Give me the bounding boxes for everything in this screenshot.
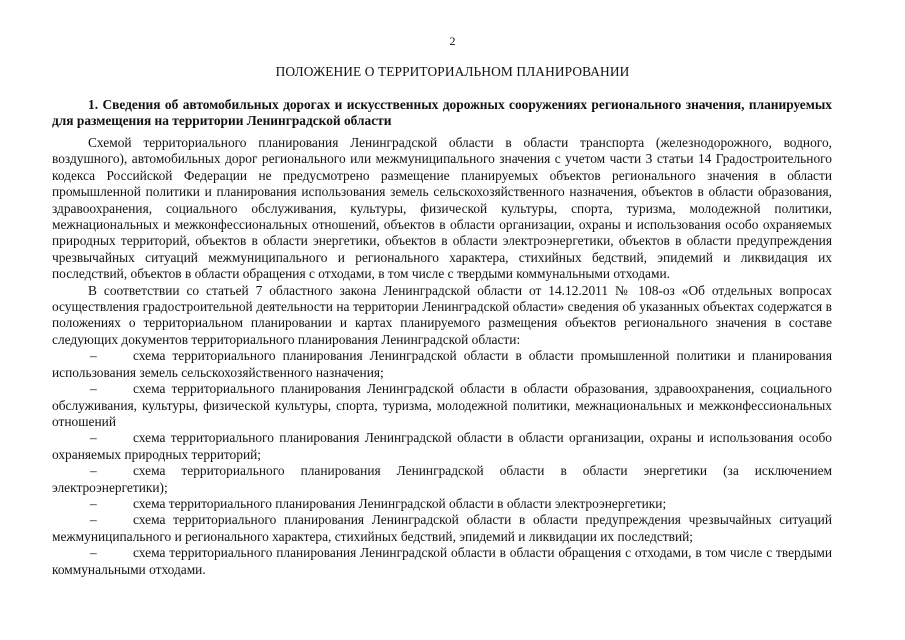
list-item-text: схема территориального планирования Ленинградской области в области промышленной политики и планирования использования земель сельскохозяйственного назначения; (52, 348, 832, 380)
list-dash: – (90, 512, 97, 528)
list-dash: – (90, 381, 97, 397)
list-dash: – (90, 430, 97, 446)
list-dash: – (90, 495, 97, 511)
document-body (52, 135, 832, 578)
paragraph: В соответствии со статьей 7 областного закона Ленинградской области от 14.12.2011 № 108-оз «Об отдельных вопросах осуществления градостроительной деятельности на территории Ленинградской области» сведения об указанных объектах содержатся в положениях о территориальном планировании и картах планируемого размещения объектов регионального значения в составе следующих документов территориального планирования Ленинградской области: (52, 282, 832, 347)
list-item (52, 512, 832, 545)
list-item (52, 463, 832, 496)
document-title: ПОЛОЖЕНИЕ О ТЕРРИТОРИАЛЬНОМ ПЛАНИРОВАНИИ (275, 64, 630, 79)
paragraph: Схемой территориального планирования Ленинградской области в области транспорта (железнодорожного, водного, воздушного), автомобильных дорог регионального или межмуниципального значения с учетом части 3 статьи 14 Градостроительного кодекса Российской Федерации не предусмотрено размещение планируемых объектов регионального значения в области промышленной политики и планирования использования земель сельскохозяйственного назначения, объектов в области образования, здравоохранения, социального обслуживания, культуры, физической культуры, спорта, туризма, молодежной политики, межнациональных и межконфессиональных отношений, объектов в области организации, охраны и использования особо охраняемых природных территорий, объектов в области энергетики, объектов в области электроэнергетики, объектов в области предупреждения чрезвычайных ситуаций межмуниципального и регионального характера, стихийных бедствий, эпидемий и ликвидация их последствий, объектов в области обращения с отходами, в том числе с твердыми коммунальными отходами. (52, 135, 832, 282)
list-item-text: схема территориального планирования Ленинградской области в области обращения с отходами, в том числе с твердыми коммунальными отходами. (52, 545, 832, 577)
section-heading: 1. Сведения об автомобильных дорогах и искусственных дорожных сооружениях регионального значения, планируемых для размещения на территории Ленинградской области (52, 97, 832, 129)
list-item (52, 348, 832, 381)
list-item (52, 381, 832, 430)
list-item (52, 496, 832, 512)
list-item-text: схема территориального планирования Ленинградской области в области электроэнергетики; (133, 495, 667, 511)
list-dash: – (90, 463, 97, 479)
list-dash: – (90, 545, 97, 561)
list-item-text: схема территориального планирования Ленинградской области в области предупреждения чрезвычайных ситуаций межмуниципального и регионального характера, стихийных бедствий, эпидемий и ликвидации их последствий; (52, 512, 832, 544)
page-number: 2 (449, 34, 456, 48)
list-item-text: схема территориального планирования Ленинградской области в области организации, охраны и использования особо охраняемых природных территорий; (52, 430, 832, 462)
list-item (52, 545, 832, 578)
list-item-text: схема территориального планирования Ленинградской области в области энергетики (за исключением электроэнергетики); (52, 463, 832, 495)
list-dash: – (90, 348, 97, 364)
list-item (52, 430, 832, 463)
list-item-text: схема территориального планирования Ленинградской области в области образования, здравоохранения, социального обслуживания, культуры, физической культуры, спорта, туризма, молодежной политики, межнациональных и межконфессиональных отношений (52, 381, 832, 429)
